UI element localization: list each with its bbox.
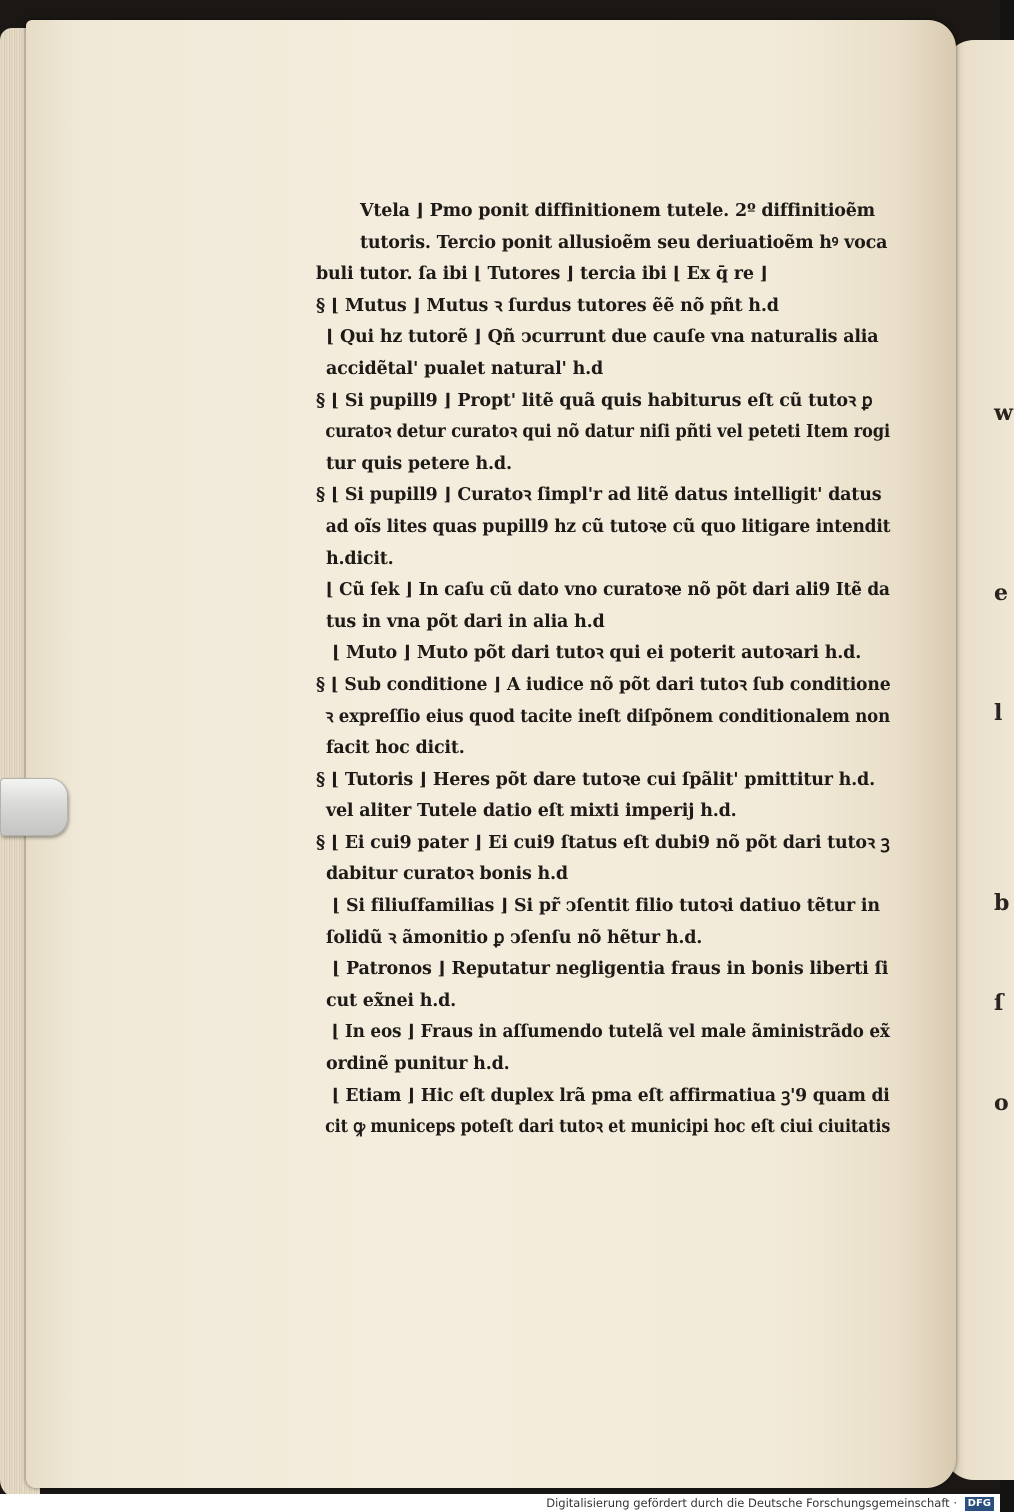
text-line: § ⌊ Tutoris ⌋ Heres põt dare tutoꝛe cui ſpãlit' pmittitur h.d. [316,769,875,790]
text-line: § ⌊ Si pupill9 ⌋ Propt' litẽ quã quis habiturus eſt cũ tutoꝛ ꝑ [316,390,873,411]
text-line: Vtela ⌋ Pmo ponit diffinitionem tutele. 2º diffinitioẽm [360,201,875,221]
text-line: § ⌊ Mutus ⌋ Mutus ꝛ ſurdus tutores ẽẽ nõ pñt h.d [316,295,779,316]
facing-page-fragment: e [994,580,1008,606]
text-line: ꝛ expreſſio eius quod tacite ineſt diſpõnem conditionalem non [325,706,890,727]
text-line: h.dicit. [326,548,394,569]
facing-page-fragment: ſ [994,990,1004,1016]
text-line: curatoꝛ detur curatoꝛ qui nõ datur niſi pñti vel peteti Item rogi [325,422,890,443]
facing-page-fragment: o [994,1090,1009,1116]
text-line: buli tutor. ſa ibi ⌊ Tutores ⌋ tercia ibi ⌊ Ex q̄ re ⌋ [316,264,768,285]
text-line: ⌊ Muto ⌋ Muto põt dari tutoꝛ qui ei poterit autoꝛari h.d. [332,643,862,664]
text-line: § ⌊ Sub conditione ⌋ A iudice nõ põt dari tutoꝛ ſub conditione [316,674,891,695]
text-line: tutoris. Tercio ponit allusioẽm seu deriuatioẽm hꝰ voca [360,232,888,253]
text-line: ⌊ Si filiuſfamilias ⌋ Si pr̃ ↄſentit filio tutoꝛi datiuo tẽtur in [332,896,880,917]
text-line: ⌊ Patronos ⌋ Reputatur negligentia fraus in bonis liberti ſi [332,959,889,980]
text-line: ⌊ Qui hz tutorẽ ⌋ Qñ ↄcurrunt due cauſe vna naturalis alia [326,327,879,348]
text-line: ſolidũ ꝛ ãmonitio ꝑ ↄſenſu nõ hẽtur h.d. [326,927,703,948]
facing-page-fragment: w [994,400,1013,426]
text-line: § ⌊ Si pupill9 ⌋ Curatoꝛ ſimpl'r ad litẽ datus intelligit' datus [316,485,882,506]
page-text-block [316,196,890,1144]
text-line: accidẽtal' pualet natural' h.d [326,358,604,379]
book-clamp [0,778,68,836]
digitization-footer [0,1494,1000,1512]
footer-credit-text: Digitalisierung gefördert durch die Deutsche Forschungsgemeinschaft · [546,1496,957,1510]
text-line: cit ꝙ municeps poteſt dari tutoꝛ et municipi hoc eſt ciui ciuitatis [325,1117,891,1138]
text-line: vel aliter Tutele datio eſt mixti imperij h.d. [326,801,737,822]
text-line: tus in vna põt dari in alia h.d [326,611,605,632]
facing-page-fragment: b [994,890,1010,916]
facing-page-fragment: l [994,700,1003,726]
text-line: ordinẽ punitur h.d. [326,1054,510,1075]
text-line: ad oĩs lites quas pupill9 hz cũ tutoꝛe cũ quo litigare intendit [325,516,891,537]
text-line: tur quis petere h.d. [326,453,512,474]
text-line: facit hoc dicit. [326,738,465,759]
text-line: § ⌊ Ei cui9 pater ⌋ Ei cui9 ſtatus eſt dubi9 nõ põt dari tutoꝛ ꝫ [316,832,890,853]
text-line: dabitur curatoꝛ bonis h.d [326,864,568,885]
text-line: ⌊ Cũ ſek ⌋ In caſu cũ dato vno curatoꝛe nõ põt dari ali9 Itẽ da [325,580,890,601]
text-line: cut ex̃nei h.d. [326,990,457,1011]
text-line: ⌊ In eos ⌋ Fraus in aſſumendo tutelã vel male ãministrãdo ex̃ [331,1022,890,1043]
text-line: ⌊ Etiam ⌋ Hic eſt duplex lrã pma eſt affirmatiua ꝫ'9 quam di [331,1085,890,1106]
dfg-logo: DFG [965,1497,994,1511]
